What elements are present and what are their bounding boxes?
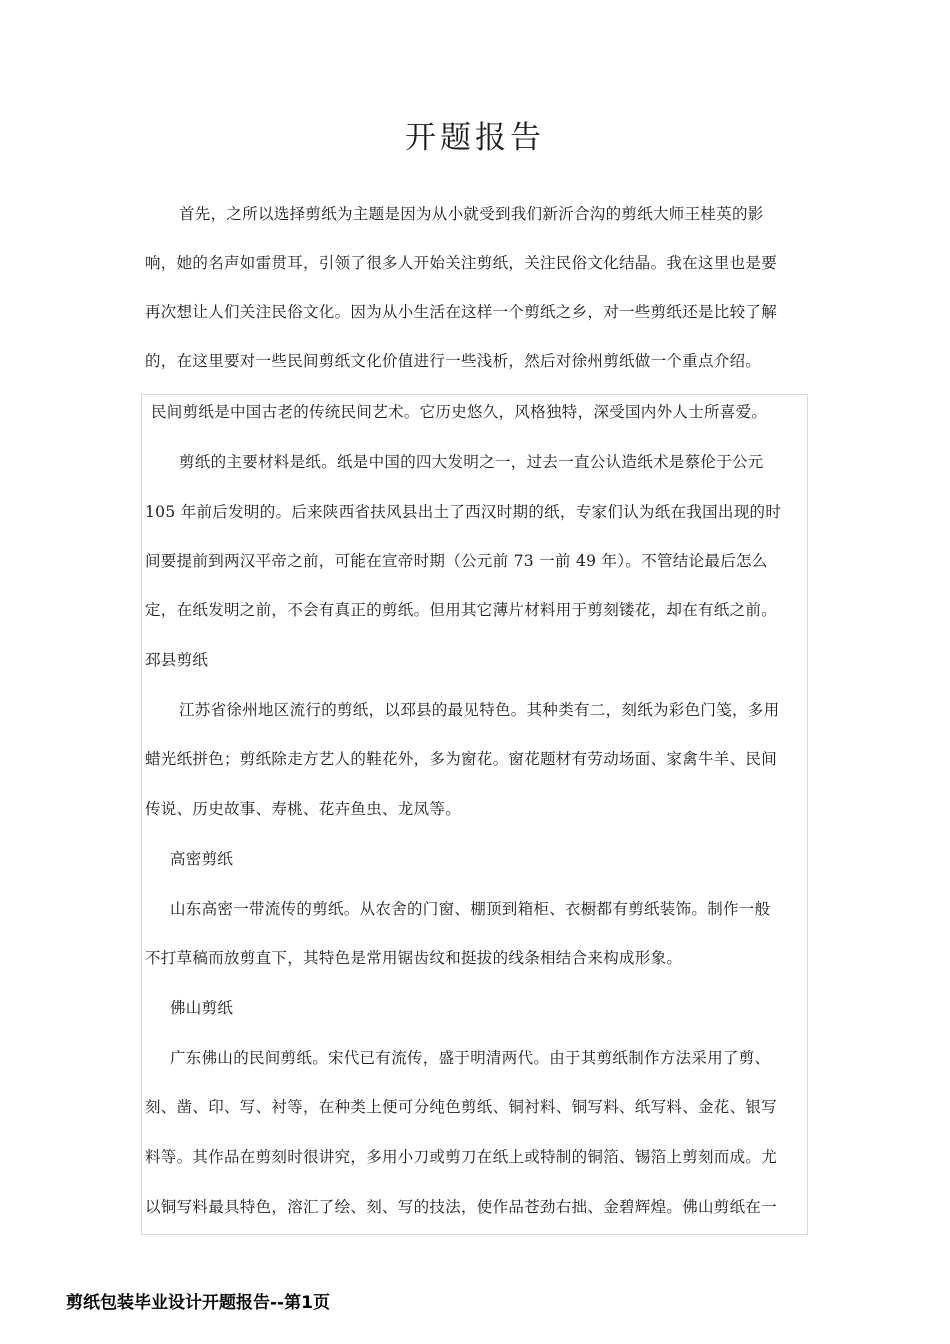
paragraph-line: 料等。其作品在剪刻时很讲究，多用小刀或剪刀在纸上或特制的铜箔、锡箔上剪刻而成。尤 [145, 1148, 778, 1166]
page-footer: 剪纸包装毕业设计开题报告--第1页 [66, 1293, 330, 1313]
paragraph-line: 首先，之所以选择剪纸为主题是因为从小就受到我们新沂合沟的剪纸大师王桂英的影 [179, 205, 764, 223]
section-heading: 邳县剪纸 [145, 651, 209, 669]
paragraph-line: 的，在这里要对一些民间剪纸文化价值进行一些浅析，然后对徐州剪纸做一个重点介绍。 [145, 352, 762, 370]
paragraph-line: 刻、凿、印、写、衬等，在种类上便可分纯色剪纸、铜衬料、铜写料、纸写料、金花、银写 [145, 1098, 778, 1116]
paragraph-line: 江苏省徐州地区流行的剪纸，以邳县的最见特色。其种类有二，刻纸为彩色门笺，多用 [179, 701, 780, 719]
section-heading: 高密剪纸 [170, 850, 234, 868]
paragraph-line: 不打草稿而放剪直下，其特色是常用锯齿纹和挺拔的线条相结合来构成形象。 [145, 949, 683, 967]
paragraph-line: 民间剪纸是中国古老的传统民间艺术。它历史悠久，风格独特，深受国内外人士所喜爱。 [151, 403, 768, 421]
paragraph-line: 间要提前到两汉平帝之前，可能在宣帝时期（公元前 73 一前 49 年）。不管结论最后怎么 [145, 552, 768, 570]
paragraph-line: 105 年前后发明的。后来陕西省扶风县出土了西汉时期的纸，专家们认为纸在我国出现的时 [145, 503, 782, 521]
section-heading: 佛山剪纸 [170, 999, 234, 1017]
paragraph-line: 定，在纸发明之前，不会有真正的剪纸。但用其它薄片材料用于剪刻镂花，却在有纸之前。 [145, 601, 778, 619]
paragraph-line: 蜡光纸拼色；剪纸除走方艺人的鞋花外，多为窗花。窗花题材有劳动场面、家禽牛羊、民间 [145, 750, 778, 768]
page-title: 开题报告 [405, 120, 545, 156]
paragraph-line: 剪纸的主要材料是纸。纸是中国的四大发明之一，过去一直公认造纸术是蔡伦于公元 [179, 453, 764, 471]
paragraph-line: 再次想让人们关注民俗文化。因为从小生活在这样一个剪纸之乡，对一些剪纸还是比较了解 [145, 303, 778, 321]
paragraph-line: 广东佛山的民间剪纸。宋代已有流传，盛于明清两代。由于其剪纸制作方法采用了剪、 [170, 1049, 771, 1067]
paragraph-line: 以铜写料最具特色，溶汇了绘、刻、写的技法，使作品苍劲右拙、金碧辉煌。佛山剪纸在一 [145, 1198, 778, 1216]
paragraph-line: 山东高密一带流传的剪纸。从农舍的门窗、棚顶到箱柜、衣橱都有剪纸装饰。制作一般 [170, 900, 771, 918]
paragraph-line: 传说、历史故事、寿桃、花卉鱼虫、龙凤等。 [145, 800, 462, 818]
paragraph-line: 响，她的名声如雷贯耳，引领了很多人开始关注剪纸，关注民俗文化结晶。我在这里也是要 [145, 254, 778, 272]
